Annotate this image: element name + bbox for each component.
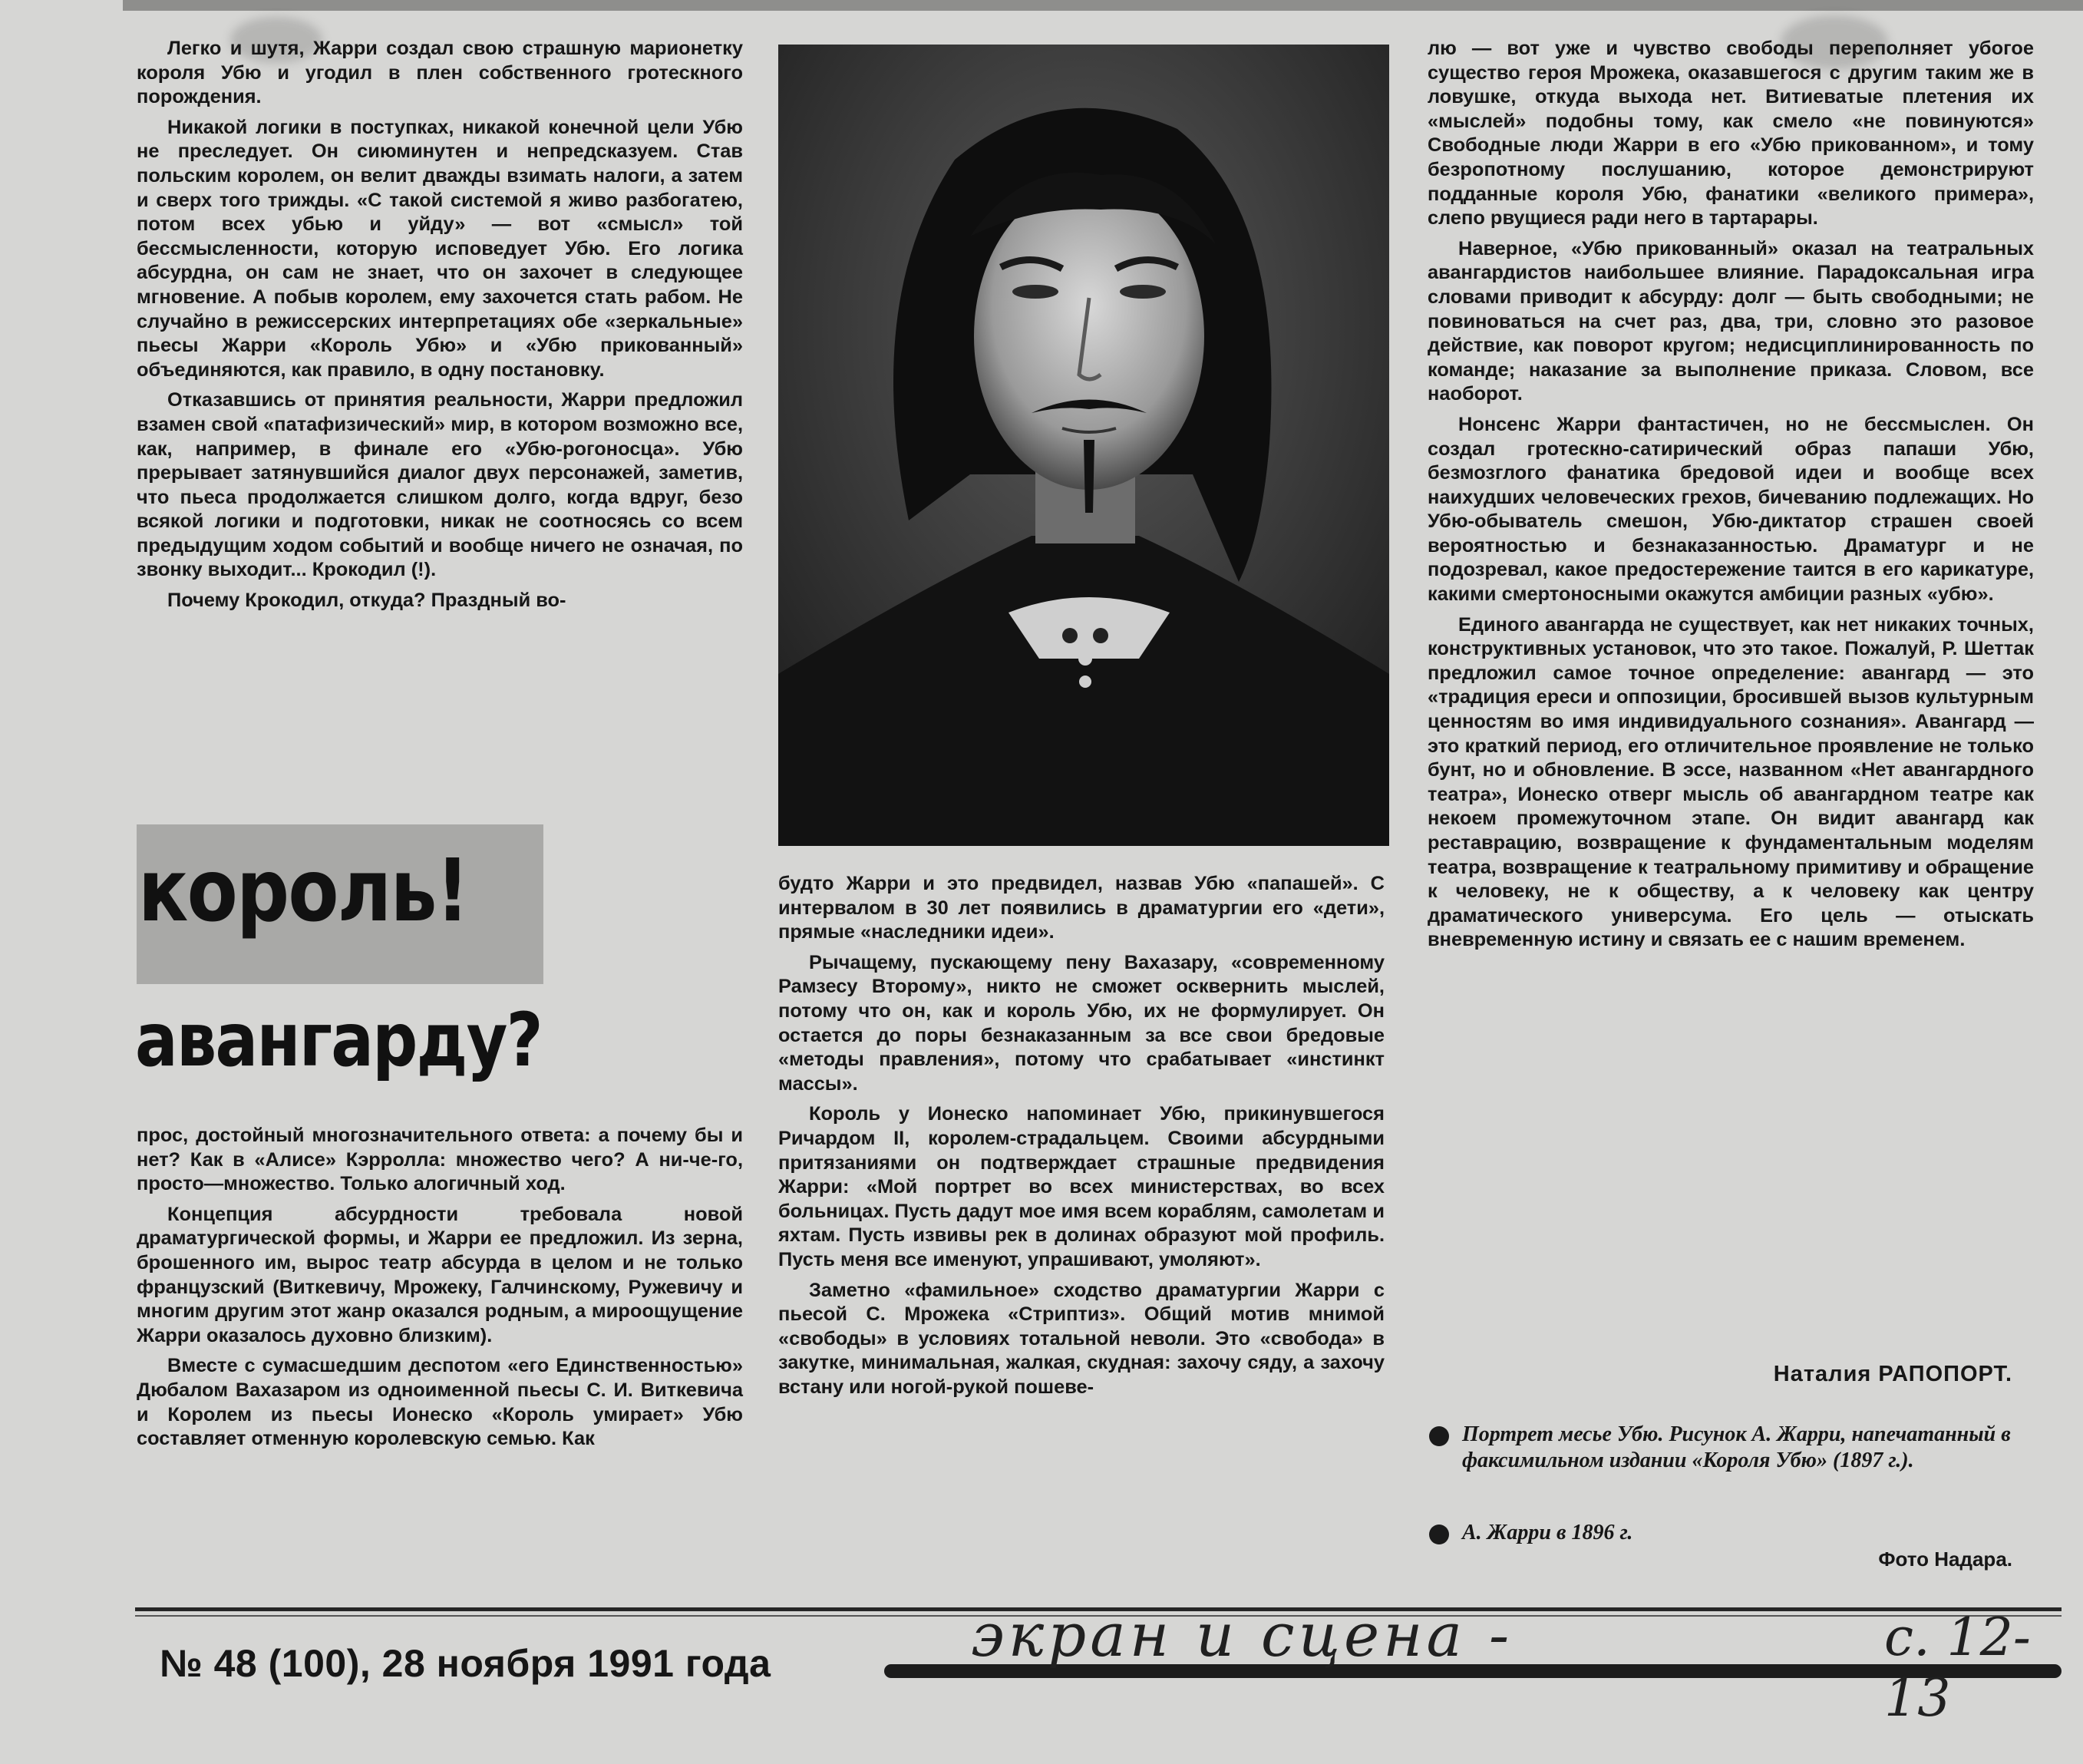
headline-line-2: авангарду? bbox=[135, 997, 542, 1083]
article-column-1-continued bbox=[137, 1124, 743, 1458]
bullet-icon bbox=[1429, 1426, 1449, 1446]
paragraph: Отказавшись от принятия реальности, Жарри предложил взамен свой «патафизический» мир, в котором возможно все, как, например, в финале его «Убю-рогоносца». Убю прерывает затянувшийся диалог двух персонажей, заметив, что пьеса продолжается слишком долго, когда вдруг, безо всякой логики и подготовки, никак не соотносясь со всем предыдущим ходом событий и вообще ничего не означая, по звонку выходит... Крокодил (!). bbox=[137, 389, 743, 581]
issue-date-line: № 48 (100), 28 ноября 1991 года bbox=[160, 1642, 771, 1685]
bullet-icon bbox=[1429, 1525, 1449, 1544]
paragraph: Король у Ионеско напоминает Убю, прикинувшегося Ричардом II, королем-страдальцем. Своими абсурдными притязаниями он подтверждает страшные предвидения Жарри: «Мой портрет во всех министерствах, во всех больницах. Пусть дадут мое имя всем кораблям, самолетам и яхтам. Пусть извивы рек в долинах образуют мой профиль. Пусть меня все именуют, упрашивают, умоляют». bbox=[778, 1103, 1385, 1270]
portrait-image bbox=[778, 45, 1389, 846]
author-signature: Наталия РАПОПОРТ. bbox=[1773, 1362, 2012, 1386]
photo-credit: Фото Надара. bbox=[1878, 1548, 2012, 1571]
paragraph: Рычащему, пускающему пену Вахазару, «современному Рамзесу Второму», никто не сможет осквернить мыслей, потому что он, как и король Убю, их не формулирует. Он остается до поры безнаказанным за все свои бредовые «методы правления», потому что срабатывает «инстинкт массы». bbox=[778, 951, 1385, 1095]
paragraph: прос, достойный многозначительного ответа: а почему бы и нет? Как в «Алисе» Кэрролла: множество чего? А ни-че-го, просто—множество. Только алогичный ход. bbox=[137, 1125, 743, 1195]
article-column-3 bbox=[1428, 37, 2034, 959]
handwritten-page-ref: с. 12-13 bbox=[1884, 1607, 2031, 1729]
paragraph: Концепция абсурдности требовала новой драматургической формы, и Жарри ее предложил. Из зерна, брошенного им, вырос театр абсурда в целом и не только французский (Виткевичу, Мрожеку, Галчинскому, Ружевичу и многим другим этот жанр оказался родным, а мироощущение Жарри оказалось духовно близким). bbox=[137, 1203, 743, 1346]
paragraph: Наверное, «Убю прикованный» оказал на театральных авангардистов наибольшее влияние. Парадоксальная игра словами приводит к абсурду: долг — быть свободными; не повиноваться на счет раз, два, три, словно это разовое действие, как поворот кругом; недисциплинированность по команде; наказание за выполнение приказа. Словом, все наоборот. bbox=[1428, 237, 2034, 405]
paragraph: лю — вот уже и чувство свободы переполняет убогое существо героя Мрожека, оказавшегося с другим таким же в ловушке, откуда выхода нет. Витиеватые плетения их «мыслей» подобны тому, как смело «не повинуются» Свободные люди Жарри в его «Убю прикованном», и тому безропотному послушанию, которое демонстрируют подданные короля Убю, фанатики «великого примера», слепо рвущиеся ради него в тартарары. bbox=[1428, 38, 2034, 230]
paragraph: Единого авангарда не существует, как нет никаких точных, конструктивных установок, что это такое. Пожалуй, Р. Шеттак предложил самое точное определение: авангард — это «традиция ереси и оппозиции, бросившей вызов культурным ценностям во имя индивидуального сознания». Авангард — это краткий период, его отличительное проявление не только бунт, но и обновление. В эссе, названном «Нет авангардного театра», Ионеско отверг мысль об авангардном театре как некоем промежуточном этапе. Он видит авангард как реставрацию, возвращение к фундаментальным моделям театра, возвращение к театральному примитиву и обращение к человеку, не к обществу, а к человеку как центру драматического универсума. Его цель — отыскать вневременную истину и связать ее с нашим временем. bbox=[1428, 613, 2034, 951]
article-column-1 bbox=[137, 37, 743, 619]
image-caption-1: Портрет месье Убю. Рисунок А. Жарри, напечатанный в факсимильном издании «Короля Убю» (1897 г.). bbox=[1462, 1422, 2011, 1472]
paragraph: Почему Крокодил, откуда? Праздный во- bbox=[167, 590, 566, 612]
paragraph: Заметно «фамильное» сходство драматургии Жарри с пьесой С. Мрожека «Стриптиз». Общий мотив мнимой «свободы» в условиях тотальной неволи. Это «свобода» в закутке, минимальная, жалкая, скудная: захочу сяду, а захочу встану или ногой-рукой пошеве- bbox=[778, 1279, 1385, 1398]
image-caption-2: А. Жарри в 1896 г. bbox=[1462, 1521, 1633, 1544]
paragraph: будто Жарри и это предвидел, назвав Убю «папашей». С интервалом в 30 лет появились в драматургии его «дети», прямые «наследники идеи». bbox=[778, 873, 1385, 943]
paragraph: Легко и шутя, Жарри создал свою страшную марионетку короля Убю и угодил в плен собственного гротескного порождения. bbox=[137, 38, 743, 108]
paragraph: Никакой логики в поступках, никакой конечной цели Убю не преследует. Он сиюминутен и непредсказуем. Став польским королем, он велит дважды взимать налоги, а затем и сверх того трижды. «С такой системой я живо разбогатею, потом всех убью и уйду» — вот «смысл» той бессмысленности, которую исповедует Убю. Его логика абсурдна, он сам не знает, что он захочет в следующее мгновение. А побыв королем, ему захочется стать рабом. Не случайно в режиссерских интерпретациях обе «зеркальные» пьесы Жарри «Король Убю» и «Убю прикованный» объединяются, как правило, в одну постановку. bbox=[137, 116, 743, 381]
portrait-photo bbox=[778, 45, 1389, 846]
page-top-edge bbox=[123, 0, 2083, 11]
paragraph: Нонсенс Жарри фантастичен, но не бессмыслен. Он создал гротескно-сатирический образ папаши Убю, безмозглого фанатика бредовой идеи и вообще всех наихудших человеческих грехов, бичеванию подлежащих. Но Убю-обыватель смешон, Убю-диктатор страшен своей вероятностью и безнаказанностью. Драматург и не подозревал, какое предостережение таится в его карикатуре, какими смертоносными окажутся амбиции разных «убю». bbox=[1428, 413, 2034, 606]
headline-line-1: король! bbox=[138, 841, 469, 941]
paragraph: Вместе с сумасшедшим деспотом «его Единственностью» Дюбалом Вахазаром из одноименной пьесы С. И. Виткевича и Королем из пьесы Ионеско «Король умирает» Убю составляет отменную королевскую семью. Как bbox=[137, 1355, 743, 1450]
article-column-2 bbox=[778, 872, 1385, 1406]
handwritten-source-note: экран и сцена - bbox=[971, 1601, 1514, 1670]
